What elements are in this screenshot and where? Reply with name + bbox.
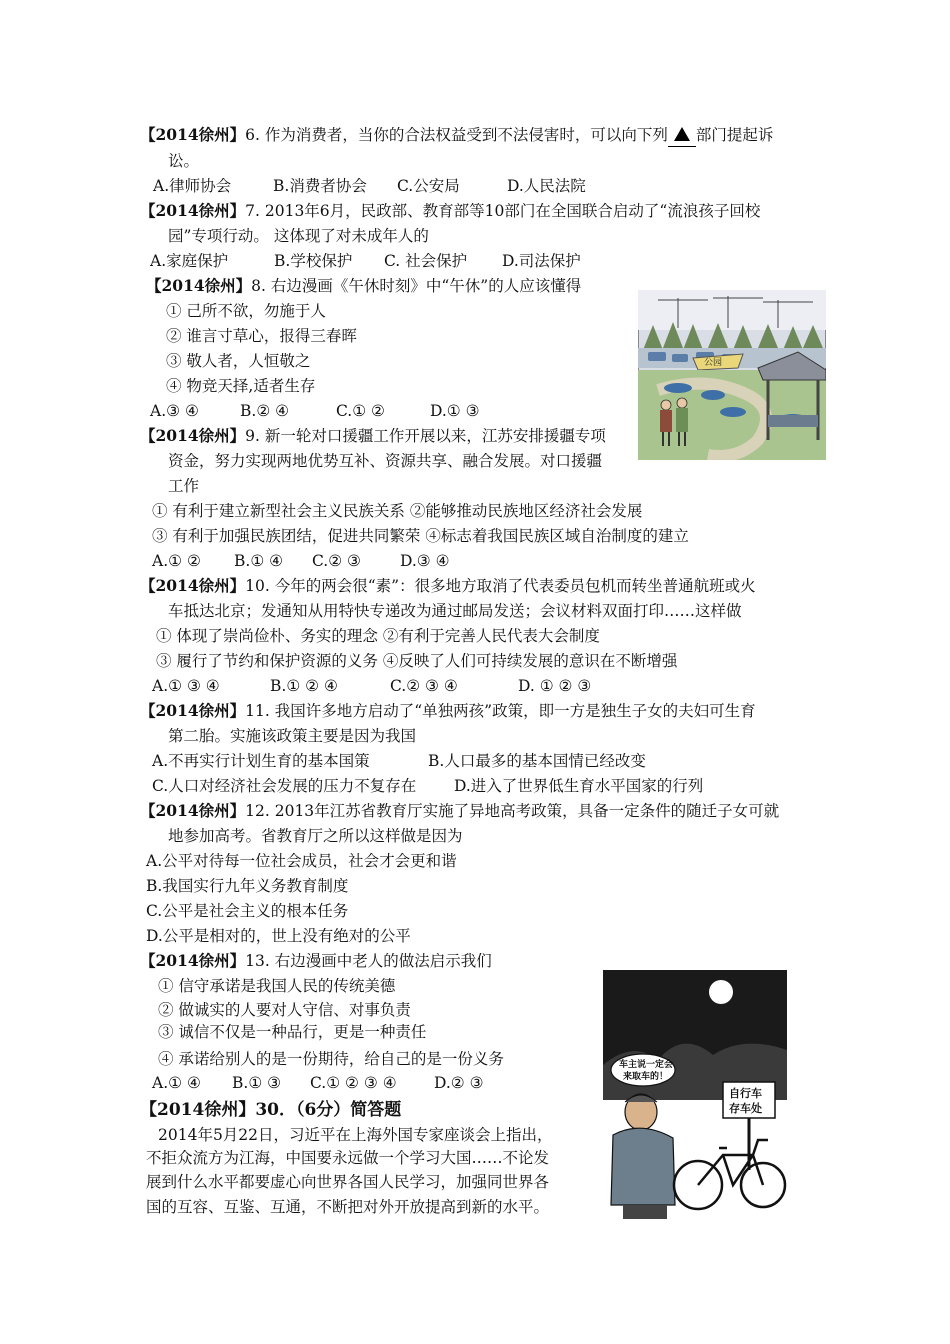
moon-icon	[709, 980, 733, 1004]
q11-options-row1	[152, 750, 646, 772]
q7-tag: 【2014徐州】	[140, 201, 246, 220]
q12-tag: 【2014徐州】	[140, 801, 246, 820]
q8-stem-a: 8. 右边漫画《午休时刻》中“午休”的人应该懂得	[251, 277, 582, 295]
q30-passage-line4: 国的互容、互鉴、互通，不断把对外开放提高到新的水平。	[146, 1198, 550, 1216]
q7-stem-a: 7. 2013年6月，民政部、教育部等10部门在全国联合启动了“流浪孩子回校	[245, 202, 761, 220]
q13-option-d: D.② ③	[434, 1074, 484, 1092]
q10-stem-line1	[140, 575, 756, 597]
q30-passage-line2: 不拒众流方为江海，中国要永远做一个学习大国……不论发	[146, 1149, 550, 1167]
q9-item-row1: ① 有利于建立新型社会主义民族关系 ②能够推动民族地区经济社会发展	[152, 502, 643, 520]
q30-passage-line3: 展到什么水平都要虚心向世界各国人民学习，加强同世界各	[146, 1173, 550, 1191]
park-sign-text: 公园	[704, 358, 723, 368]
q6-stem-b: 部门提起诉	[695, 126, 774, 144]
q9-option-c: C.② ③	[312, 552, 361, 570]
q8-option-a: A.③ ④	[150, 402, 199, 420]
q9-stem-a: 9. 新一轮对口援疆工作开展以来，江苏安排援疆专项	[245, 427, 606, 445]
q10-option-d: D. ① ② ③	[518, 677, 592, 695]
q10-option-c: C.② ③ ④	[390, 677, 458, 695]
q12-option-d: D.公平是相对的，世上没有绝对的公平	[146, 927, 411, 945]
q7-stem-line2: 园”专项行动。 这体现了对未成年人的	[168, 227, 429, 245]
nap-time-cartoon	[638, 290, 826, 460]
q10-stem-line2: 车抵达北京；发通知从用特快专递改为通过邮局发送；会议材料双面打印……这样做	[168, 602, 742, 620]
q6-tag: 【2014徐州】	[140, 125, 246, 144]
q30-title: 【2014徐州】30．（6分）简答题	[140, 1100, 402, 1120]
q7-option-d: D.司法保护	[502, 252, 581, 270]
q8-option-d: D.① ③	[430, 402, 480, 420]
q7-options	[150, 250, 581, 272]
q9-option-a: A.① ②	[152, 552, 201, 570]
q12-stem-line1	[140, 800, 779, 822]
bike-park-sign-line1: 自行车	[729, 1087, 762, 1100]
q8-item-4: ④ 物竞天择,适者生存	[166, 377, 316, 395]
q8-item-2: ② 谁言寸草心，报得三春晖	[166, 327, 357, 345]
q11-stem-a: 11. 我国许多地方启动了“单独两孩”政策，即一方是独生子女的夫妇可生育	[245, 702, 756, 720]
q10-stem-a: 10. 今年的两会很“素”：很多地方取消了代表委员包机而转坐普通航班或火	[245, 577, 756, 595]
q9-stem-line1	[140, 425, 606, 447]
q9-item-row2: ③ 有利于加强民族团结，促进共同繁荣 ④标志着我国民族区域自治制度的建立	[152, 527, 689, 545]
q6-stem-line2: 讼。	[168, 152, 200, 170]
q13-item-1: ① 信守承诺是我国人民的传统美德	[158, 977, 396, 995]
q12-option-a: A.公平对待每一位社会成员，社会才会更和谐	[146, 852, 457, 870]
q8-options	[150, 400, 480, 422]
q12-option-b: B.我国实行九年义务教育制度	[146, 877, 349, 895]
q10-item-row1: ① 体现了崇尚俭朴、务实的理念 ②有利于完善人民代表大会制度	[156, 627, 600, 645]
q7-stem-line1	[140, 200, 760, 222]
q8-item-3: ③ 敬人者，人恒敬之	[166, 352, 311, 370]
q11-tag: 【2014徐州】	[140, 701, 246, 720]
q8-stem-line1	[146, 275, 581, 297]
bicycle-keeper-cartoon	[603, 970, 787, 1226]
q6-options	[153, 175, 586, 197]
q13-stem-line1	[140, 950, 492, 972]
q11-option-a: A.不再实行计划生育的基本国策	[152, 752, 370, 770]
speech-bubble-line2: 来取车的！	[623, 1072, 669, 1082]
q9-option-b: B.① ④	[234, 552, 284, 570]
q10-item-row2: ③ 履行了节约和保护资源的义务 ④反映了人们可持续发展的意识在不断增强	[156, 652, 678, 670]
q12-stem-line2: 地参加高考。省教育厅之所以这样做是因为	[168, 827, 463, 845]
q7-option-c: C. 社会保护	[384, 252, 468, 270]
bike-park-sign-line2: 存车处	[729, 1102, 762, 1115]
q6-option-d: D.人民法院	[507, 177, 586, 195]
q13-item-2: ② 做诚实的人要对人守信、对事负责	[158, 1001, 411, 1019]
q7-option-b: B.学校保护	[274, 252, 353, 270]
q11-stem-line2: 第二胎。实施该政策主要是因为我国	[168, 727, 417, 745]
q9-stem-line3: 工作	[168, 477, 200, 495]
q13-tag: 【2014徐州】	[140, 951, 246, 970]
q30-passage-line1: 2014年5月22日，习近平在上海外国专家座谈会上指出，	[158, 1126, 553, 1144]
q13-options	[152, 1072, 484, 1094]
q11-option-b: B.人口最多的基本国情已经改变	[428, 752, 646, 770]
q10-option-b: B.① ② ④	[270, 677, 338, 695]
q11-option-d: D.进入了世界低生育水平国家的行列	[454, 777, 704, 795]
speech-bubble-line1: 车主说一定会	[619, 1060, 674, 1070]
q9-tag: 【2014徐州】	[140, 426, 246, 445]
q10-options	[152, 675, 591, 697]
q6-option-a: A.律师协会	[153, 177, 232, 195]
q8-option-b: B.② ④	[240, 402, 290, 420]
q13-option-a: A.① ④	[152, 1074, 201, 1092]
q6-stem-line1	[140, 124, 773, 147]
q13-stem-a: 13. 右边漫画中老人的做法启示我们	[245, 952, 492, 970]
q8-option-c: C.① ②	[336, 402, 385, 420]
q12-option-c: C.公平是社会主义的根本任务	[146, 902, 349, 920]
q11-options-row2	[152, 775, 703, 797]
q12-stem-a: 12. 2013年江苏省教育厅实施了异地高考政策，具备一定条件的随迁子女可就	[245, 802, 780, 820]
q9-option-d: D.③ ④	[400, 552, 450, 570]
q10-option-a: A.① ③ ④	[152, 677, 220, 695]
q8-tag: 【2014徐州】	[146, 276, 252, 295]
q13-item-3: ③ 诚信不仅是一种品行，更是一种责任	[158, 1023, 427, 1041]
q7-option-a: A.家庭保护	[150, 252, 229, 270]
q6-stem-a: 6. 作为消费者，当你的合法权益受到不法侵害时，可以向下列	[245, 126, 668, 144]
q9-stem-line2: 资金，努力实现两地优势互补、资源共享、融合发展。对口援疆	[168, 452, 603, 470]
q11-option-c: C.人口对经济社会发展的压力不复存在	[152, 777, 417, 795]
q13-item-4: ④ 承诺给别人的是一份期待，给自己的是一份义务	[158, 1050, 504, 1068]
q9-options	[152, 550, 450, 572]
q6-option-c: C.公安局	[397, 177, 460, 195]
q8-item-1: ① 己所不欲，勿施于人	[166, 302, 326, 320]
q10-tag: 【2014徐州】	[140, 576, 246, 595]
q6-blank	[668, 124, 696, 147]
q13-option-b: B.① ③	[232, 1074, 282, 1092]
triangle-icon	[674, 127, 690, 141]
q13-option-c: C.① ② ③ ④	[310, 1074, 397, 1092]
q6-option-b: B.消费者协会	[273, 177, 367, 195]
q11-stem-line1	[140, 700, 756, 722]
